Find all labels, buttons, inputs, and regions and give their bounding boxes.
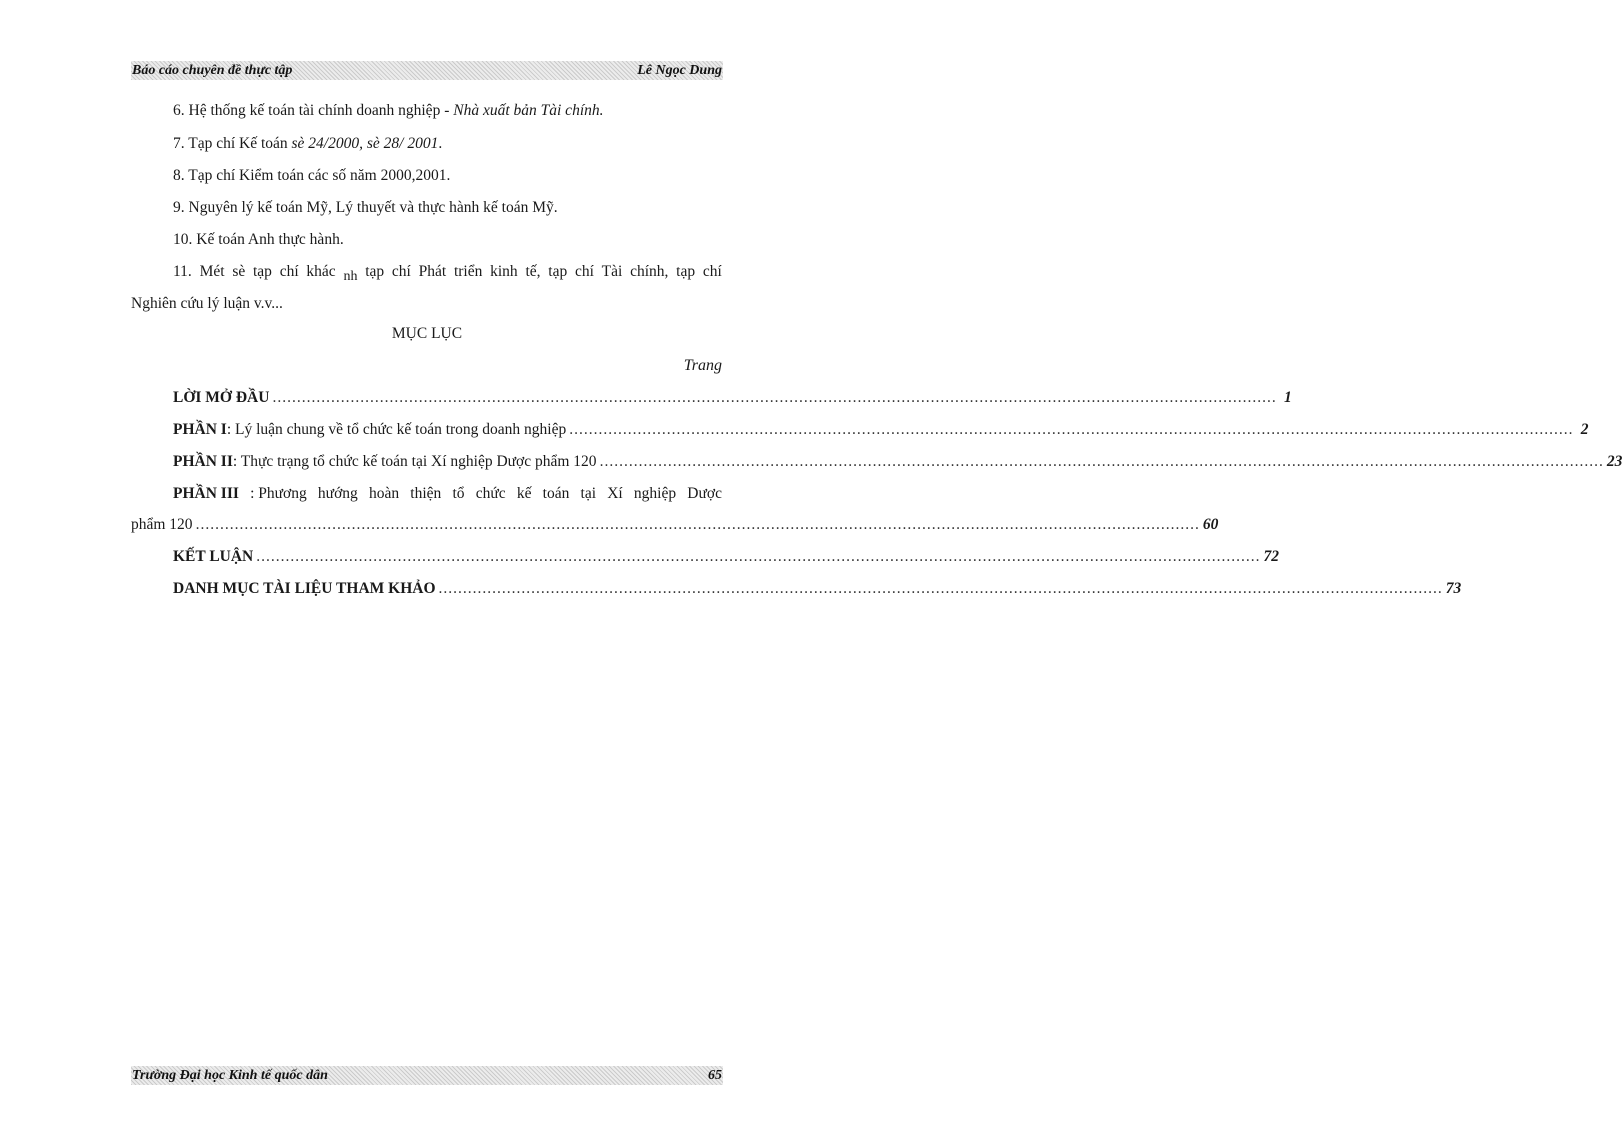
- footer-page-number: 65: [708, 1067, 722, 1083]
- toc-entry-label: PHẦN II: [173, 453, 233, 470]
- toc-entry-loi-mo-dau: [173, 389, 1292, 407]
- reference-item-10: 10. Kế toán Anh thực hành.: [173, 231, 344, 248]
- footer-university: Trường Đại học Kinh tế quốc dân: [132, 1067, 328, 1083]
- toc-page-number: 73: [1445, 580, 1462, 597]
- toc-page-number: 72: [1263, 548, 1279, 565]
- toc-entry-phan-3: PHẦN III : Phương hướng hoàn thiện tổ chức kế toán tại Xí nghiệp Dược: [173, 485, 722, 502]
- reference-item-6: 6. Hệ thống kế toán tài chính doanh nghiệp - Nhà xuất bản Tài chính.: [173, 102, 604, 119]
- page-header: [131, 61, 723, 80]
- toc-leader-dots: ..............................................................................................................................................................................................................: [272, 389, 1277, 406]
- toc-leader-dots: ..............................................................................................................................................................................................................: [599, 453, 1604, 470]
- toc-page-number: 1: [1283, 389, 1292, 406]
- toc-entry-label: DANH MỤC TÀI LIỆU THAM KHẢO: [173, 580, 436, 597]
- toc-entry-title: : Thực trạng tổ chức kế toán tại Xí nghiệp Dược phẩm 120: [232, 453, 597, 470]
- toc-title: MỤC LỤC: [391, 325, 463, 342]
- toc-entry-label: KẾT LUẬN: [173, 548, 254, 565]
- toc-leader-dots: ..............................................................................................................................................................................................................: [195, 516, 1200, 533]
- reference-item-8: 8. Tạp chí Kiểm toán các số năm 2000,2001.: [173, 167, 451, 184]
- toc-entry-label: LỜI MỞ ĐẦU: [173, 389, 270, 406]
- reference-item-9: 9. Nguyên lý kế toán Mỹ, Lý thuyết và thực hành kế toán Mỹ.: [173, 199, 558, 216]
- toc-page-number: 2: [1580, 421, 1589, 438]
- toc-page-column-label: Trang: [683, 357, 722, 374]
- toc-entry-phan-3-continued: [131, 516, 1219, 534]
- toc-page-number: 60: [1202, 516, 1219, 533]
- header-report-title: Báo cáo chuyên đề thực tập: [132, 62, 293, 78]
- reference-item-11: 11. Mét sè tạp chí khác nh tạp chí Phát triển kinh tế, tạp chí Tài chính, tạp chí: [173, 263, 722, 284]
- toc-leader-dots: ..............................................................................................................................................................................................................: [256, 548, 1261, 565]
- toc-entry-phan-1: [173, 421, 1589, 439]
- reference-item-7: 7. Tạp chí Kế toán sè 24/2000, sè 28/ 2001.: [173, 135, 443, 152]
- toc-entry-phan-2: [173, 453, 1622, 471]
- toc-entry-ket-luan: [173, 548, 1279, 566]
- toc-page-number: 23: [1606, 453, 1622, 470]
- toc-entry-title: : Lý luận chung về tổ chức kế toán trong doanh nghiệp: [226, 421, 567, 438]
- toc-entry-tai-lieu-tham-khao: [173, 580, 1462, 598]
- toc-entry-label: PHẦN I: [173, 421, 227, 438]
- reference-item-11-continued: Nghiên cứu lý luận v.v...: [131, 295, 283, 312]
- header-author: Lê Ngọc Dung: [637, 62, 722, 78]
- toc-leader-dots: ..............................................................................................................................................................................................................: [438, 580, 1443, 597]
- toc-entry-title: phẩm 120: [131, 516, 193, 533]
- toc-leader-dots: ..............................................................................................................................................................................................................: [569, 421, 1574, 438]
- page-footer: [131, 1066, 723, 1085]
